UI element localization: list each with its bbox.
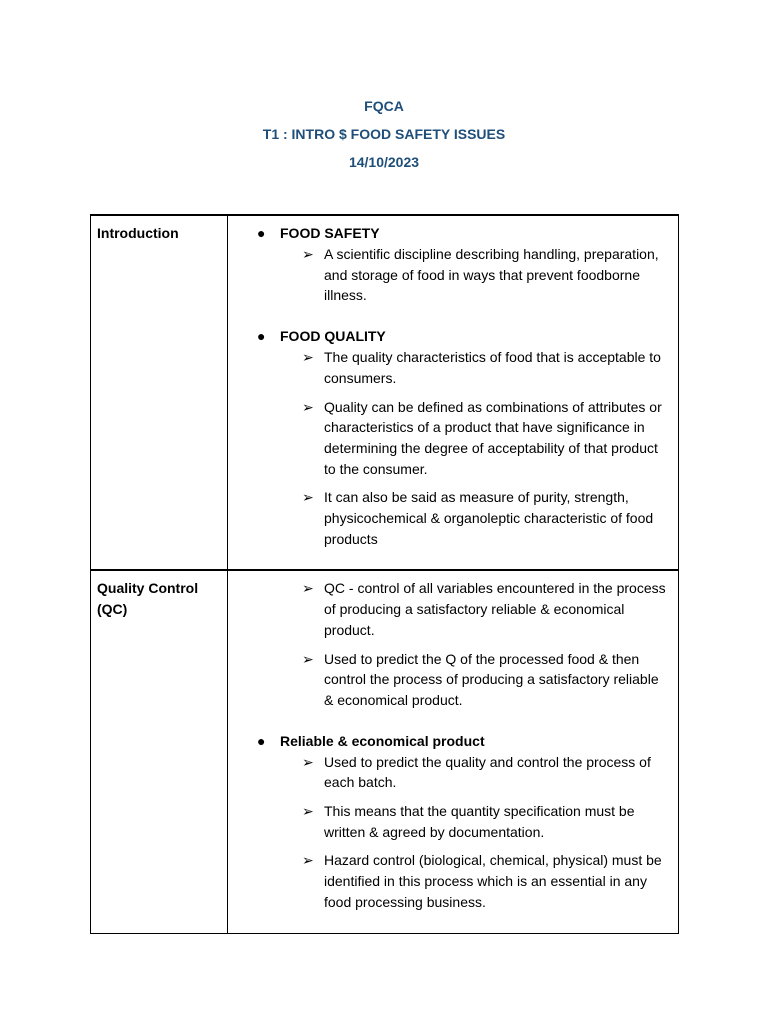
table-row-quality-control (91, 570, 679, 933)
list-item-text: A scientific discipline describing handling, preparation, and storage of food in ways that prevent foodborne illness. (324, 246, 659, 304)
row-content (228, 215, 679, 570)
list-item-text: Hazard control (biological, chemical, physical) must be identified in this process which is an essential in any food processing business. (324, 852, 662, 910)
bullet-icon: ● (257, 328, 266, 345)
section-heading-text: FOOD QUALITY (280, 328, 386, 345)
list-item-text: Used to predict the Q of the processed food & then control the process of producing a satisfactory reliable & economical product. (324, 650, 659, 708)
arrow-bullet-icon: ➢ (302, 650, 314, 667)
section-heading (228, 326, 668, 347)
row-label: Quality Control (QC) (91, 570, 228, 933)
list-item-text: QC - control of all variables encountered in the process of producing a satisfactory reliable & economical product. (324, 580, 666, 638)
list-item (228, 801, 668, 842)
row-content (228, 570, 679, 933)
section-heading-text: Reliable & economical product (280, 732, 485, 749)
table-row-introduction (91, 215, 679, 570)
arrow-bullet-icon: ➢ (302, 489, 314, 506)
row-label: Introduction (91, 215, 228, 570)
list-item-text: The quality characteristics of food that is acceptable to consumers. (324, 349, 661, 386)
section-heading (228, 223, 668, 244)
bullet-icon: ● (257, 732, 266, 749)
arrow-bullet-icon: ➢ (302, 398, 314, 415)
list-item (228, 649, 668, 711)
list-item (228, 752, 668, 793)
arrow-bullet-icon: ➢ (302, 246, 314, 262)
list-item-text: Quality can be defined as combinations of attributes or characteristics of a product that have significance in determining the degree of acceptability of that product to the consumer. (324, 398, 662, 477)
arrow-bullet-icon: ➢ (302, 349, 314, 366)
list-item (228, 850, 668, 912)
section-heading (228, 731, 668, 752)
course-code: FQCA (364, 98, 404, 114)
document-header (0, 92, 768, 176)
list-item (228, 347, 668, 388)
list-item (228, 397, 668, 480)
notes-table (90, 214, 679, 934)
arrow-bullet-icon: ➢ (302, 803, 314, 820)
list-item (228, 244, 668, 306)
list-item (228, 487, 668, 549)
list-item-text: It can also be said as measure of purity, strength, physicochemical & organoleptic characteristic of food products (324, 489, 654, 547)
topic-title: T1 : INTRO $ FOOD SAFETY ISSUES (262, 126, 506, 142)
arrow-bullet-icon: ➢ (302, 852, 314, 869)
section-heading-text: FOOD SAFETY (280, 225, 380, 241)
document-date: 14/10/2023 (348, 154, 420, 170)
bullet-icon: ● (257, 225, 266, 241)
arrow-bullet-icon: ➢ (302, 753, 314, 770)
list-item-text: Used to predict the quality and control the process of each batch. (324, 753, 651, 791)
list-item (228, 578, 668, 640)
arrow-bullet-icon: ➢ (302, 580, 314, 597)
list-item-text: This means that the quantity specification must be written & agreed by documentation. (324, 803, 635, 840)
